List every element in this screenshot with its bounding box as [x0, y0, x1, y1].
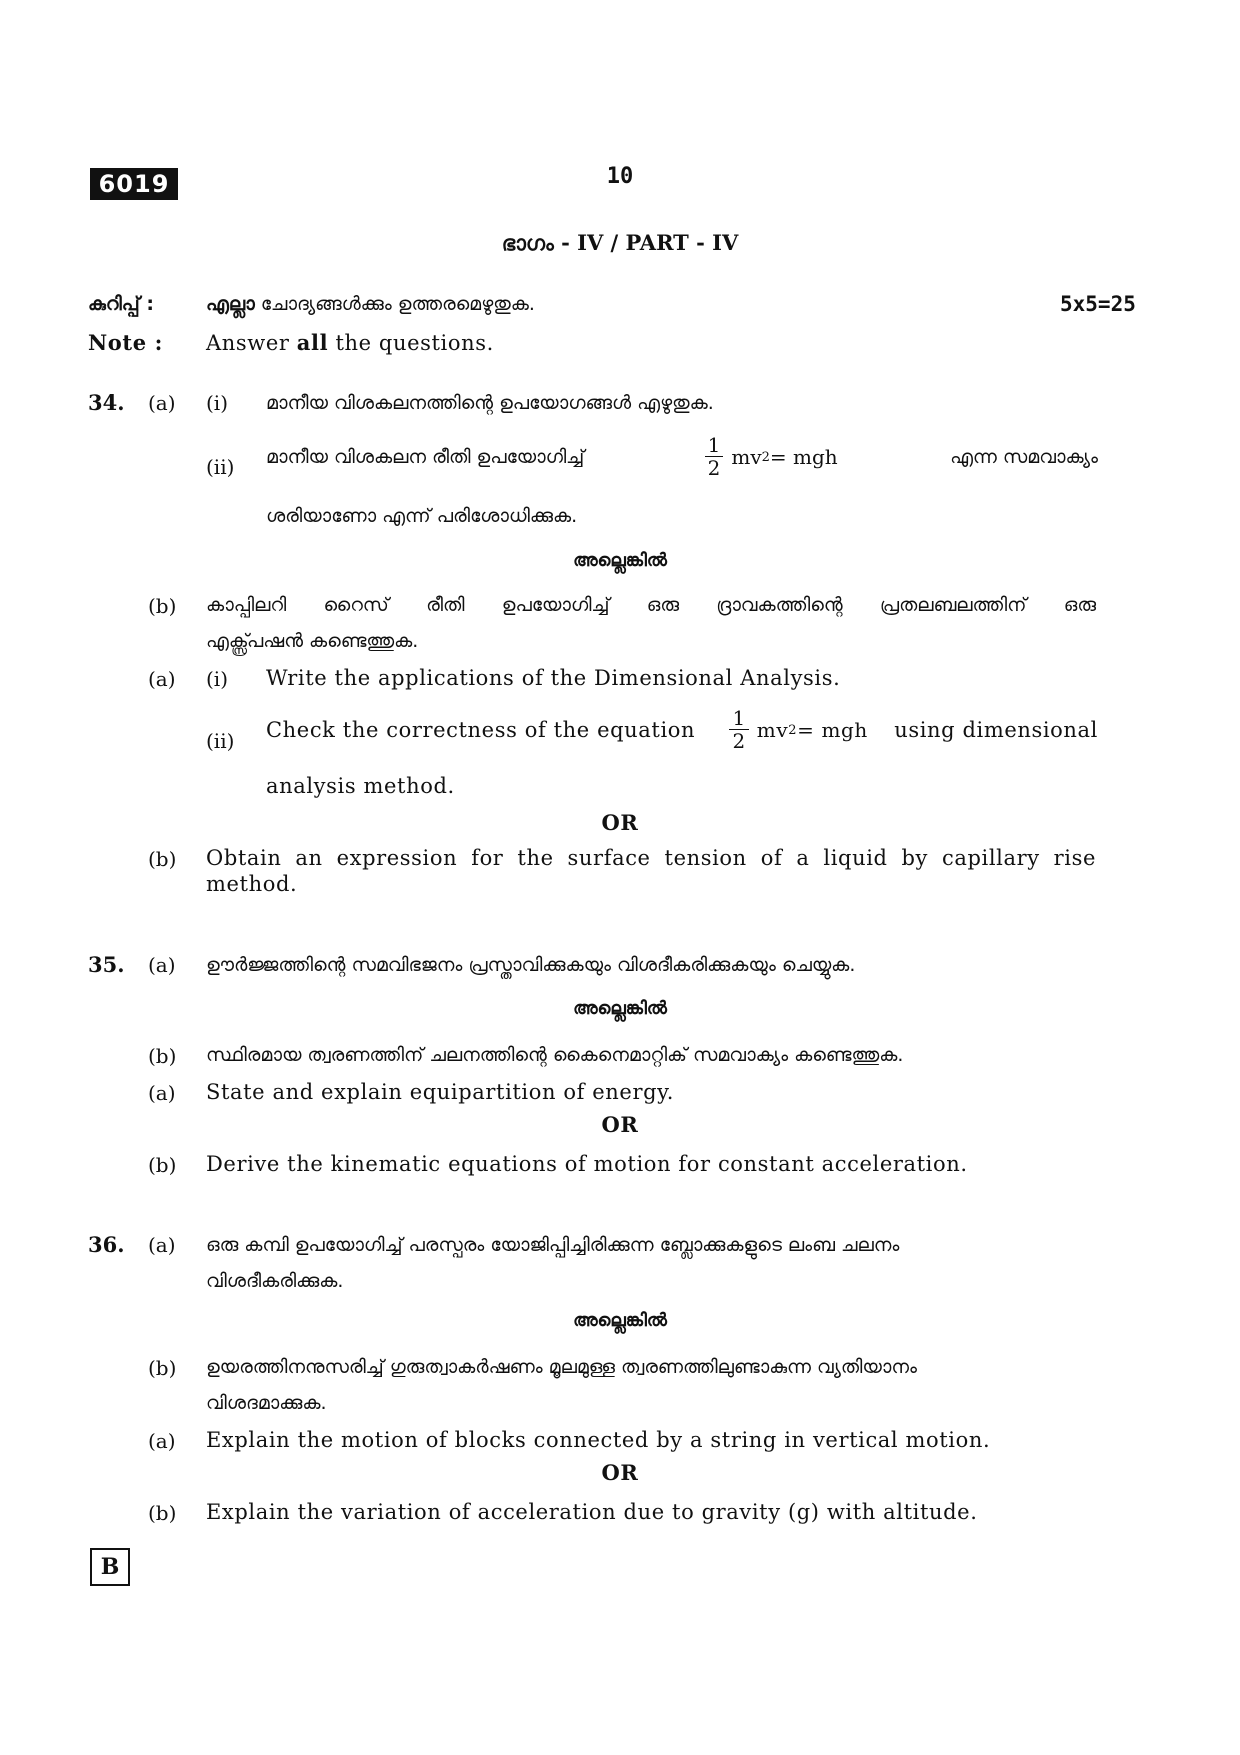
q35-ml-part-a-label: (a) — [148, 953, 176, 977]
question-number-34: 34. — [88, 390, 125, 415]
q36-ml-b-line1: ഉയരത്തിനനുസരിച്ച് ഗുരുത്വാകർഷണം മൂലമുള്ള ത്വരണത്തിലുണ്ടാകുന്ന വ്യതിയാനം — [206, 1356, 917, 1378]
q34-ml-b-line2: എക്സ്പ്രഷൻ കണ്ടെത്തുക. — [206, 630, 419, 652]
q34-ml-equation — [697, 435, 838, 479]
q35-en-part-a-label: (a) — [148, 1081, 176, 1105]
note-label-en: Note : — [88, 330, 163, 355]
q36-ml-b-line2: വിശദമാക്കുക. — [206, 1392, 327, 1414]
question-number-35: 35. — [88, 952, 125, 977]
equation-tail: = mgh — [769, 445, 838, 469]
q35-en-b-text: Derive the kinematic equations of motion for constant acceleration. — [206, 1152, 968, 1176]
q36-en-part-a-label: (a) — [148, 1429, 176, 1453]
q34-en-a-ii-post: using dimensional — [894, 718, 1098, 742]
q34-en-subpart-i-label: (i) — [206, 667, 229, 691]
q35-ml-a-text: ഊർജ്ജത്തിന്റെ സമവിഭജനം പ്രസ്താവിക്കുകയും വിശദീകരിക്കുകയും ചെയ്യുക. — [206, 954, 856, 976]
note-text-en-1: Answer — [206, 331, 297, 355]
part-title: ഭാഗം - IV / PART - IV — [501, 230, 739, 255]
q34-ml-a-ii-line2: ശരിയാണോ എന്ന് പരിശോധിക്കുക. — [266, 505, 578, 527]
equation-fraction — [729, 708, 748, 752]
version-box: B — [90, 1548, 130, 1586]
note-label-ml: കുറിപ്പ് : — [88, 293, 154, 315]
fraction-numerator: 1 — [732, 706, 746, 730]
q34-en-equation — [721, 708, 867, 752]
q35-en-a-text: State and explain equipartition of energy. — [206, 1080, 675, 1104]
fraction-denominator: 2 — [729, 729, 748, 752]
q34-or-en: OR — [601, 810, 639, 835]
marks-label: 5x5=25 — [1060, 292, 1136, 316]
q35-or-en: OR — [601, 1112, 639, 1137]
note-text-en-bold: all — [296, 330, 329, 355]
q34-en-b-line2: method. — [206, 872, 298, 896]
q35-ml-b-text: സ്ഥിരമായ ത്വരണത്തിന് ചലനത്തിന്റെ കൈനെമാറ്റിക് സമവാക്യം കണ്ടെത്തുക. — [206, 1044, 904, 1066]
q35-en-part-b-label: (b) — [148, 1153, 177, 1177]
q34-ml-b-line1: കാപ്പിലറി റൈസ് രീതി ഉപയോഗിച്ച് ഒരു ദ്രാവകത്തിന്റെ പ്രതലബലത്തിന് ഒരു — [206, 594, 1096, 616]
q34-en-a-ii-line2: analysis method. — [266, 774, 455, 798]
note-text-en-2: the questions. — [328, 331, 494, 355]
q34-en-part-b-label: (b) — [148, 847, 177, 871]
q36-en-part-b-label: (b) — [148, 1501, 177, 1525]
equation-tail: = mgh — [797, 718, 868, 742]
q36-ml-a-line1: ഒരു കമ്പി ഉപയോഗിച്ച് പരസ്പരം യോജിപ്പിച്ചിരിക്കുന്ന ബ്ലോക്കുകളുടെ ലംബ ചലനം — [206, 1234, 900, 1256]
q36-ml-a-line2: വിശദീകരിക്കുക. — [206, 1270, 344, 1292]
fraction-numerator: 1 — [707, 433, 721, 457]
q34-ml-subpart-i-label: (i) — [206, 391, 229, 415]
q34-en-a-i-text: Write the applications of the Dimensional Analysis. — [266, 666, 841, 690]
q34-ml-subpart-ii-label: (ii) — [206, 455, 235, 479]
note-text-en — [206, 330, 494, 355]
paper-code-badge: 6019 — [90, 168, 178, 200]
q34-en-a-ii-line1 — [266, 708, 1098, 752]
q36-ml-part-a-label: (a) — [148, 1233, 176, 1257]
page-number: 10 — [606, 164, 634, 189]
equation-base: mv — [756, 718, 789, 742]
q34-ml-a-i-text: മാനീയ വിശകലനത്തിന്റെ ഉപയോഗങ്ങൾ എഴുതുക. — [266, 392, 714, 414]
q34-en-a-ii-pre: Check the correctness of the equation — [266, 718, 696, 742]
q34-en-subpart-ii-label: (ii) — [206, 729, 235, 753]
q34-en-b-line1: Obtain an expression for the surface tension of a liquid by capillary rise — [206, 846, 1096, 870]
fraction-denominator: 2 — [705, 456, 724, 479]
note-text-ml-rest: ചോദ്യങ്ങൾക്കും ഉത്തരമെഴുതുക. — [254, 293, 535, 315]
q34-en-part-a-label: (a) — [148, 667, 176, 691]
equation-exponent: 2 — [788, 722, 798, 738]
q35-ml-part-b-label: (b) — [148, 1044, 177, 1068]
q34-ml-part-b-label: (b) — [148, 594, 177, 618]
q34-ml-a-ii-pre: മാനീയ വിശകലന രീതി ഉപയോഗിച്ച് — [266, 446, 585, 468]
q36-or-en: OR — [601, 1460, 639, 1485]
q36-or-ml: അല്ലെങ്കിൽ — [573, 1310, 667, 1331]
equation-exponent: 2 — [761, 449, 770, 465]
q34-ml-part-a-label: (a) — [148, 391, 176, 415]
question-number-36: 36. — [88, 1232, 125, 1257]
q35-or-ml: അല്ലെങ്കിൽ — [573, 998, 667, 1019]
q36-en-b-text: Explain the variation of acceleration due to gravity (g) with altitude. — [206, 1500, 978, 1524]
equation-base: mv — [731, 445, 762, 469]
note-text-ml-bold: എല്ലാ — [206, 293, 255, 315]
equation-fraction — [705, 435, 724, 479]
note-text-ml — [206, 293, 535, 315]
q34-ml-a-ii-line1 — [266, 435, 1098, 479]
q36-en-a-text: Explain the motion of blocks connected by a string in vertical motion. — [206, 1428, 991, 1452]
q34-ml-a-ii-post: എന്ന സമവാക്യം — [950, 446, 1098, 468]
q36-ml-part-b-label: (b) — [148, 1356, 177, 1380]
q34-or-ml: അല്ലെങ്കിൽ — [573, 550, 667, 571]
